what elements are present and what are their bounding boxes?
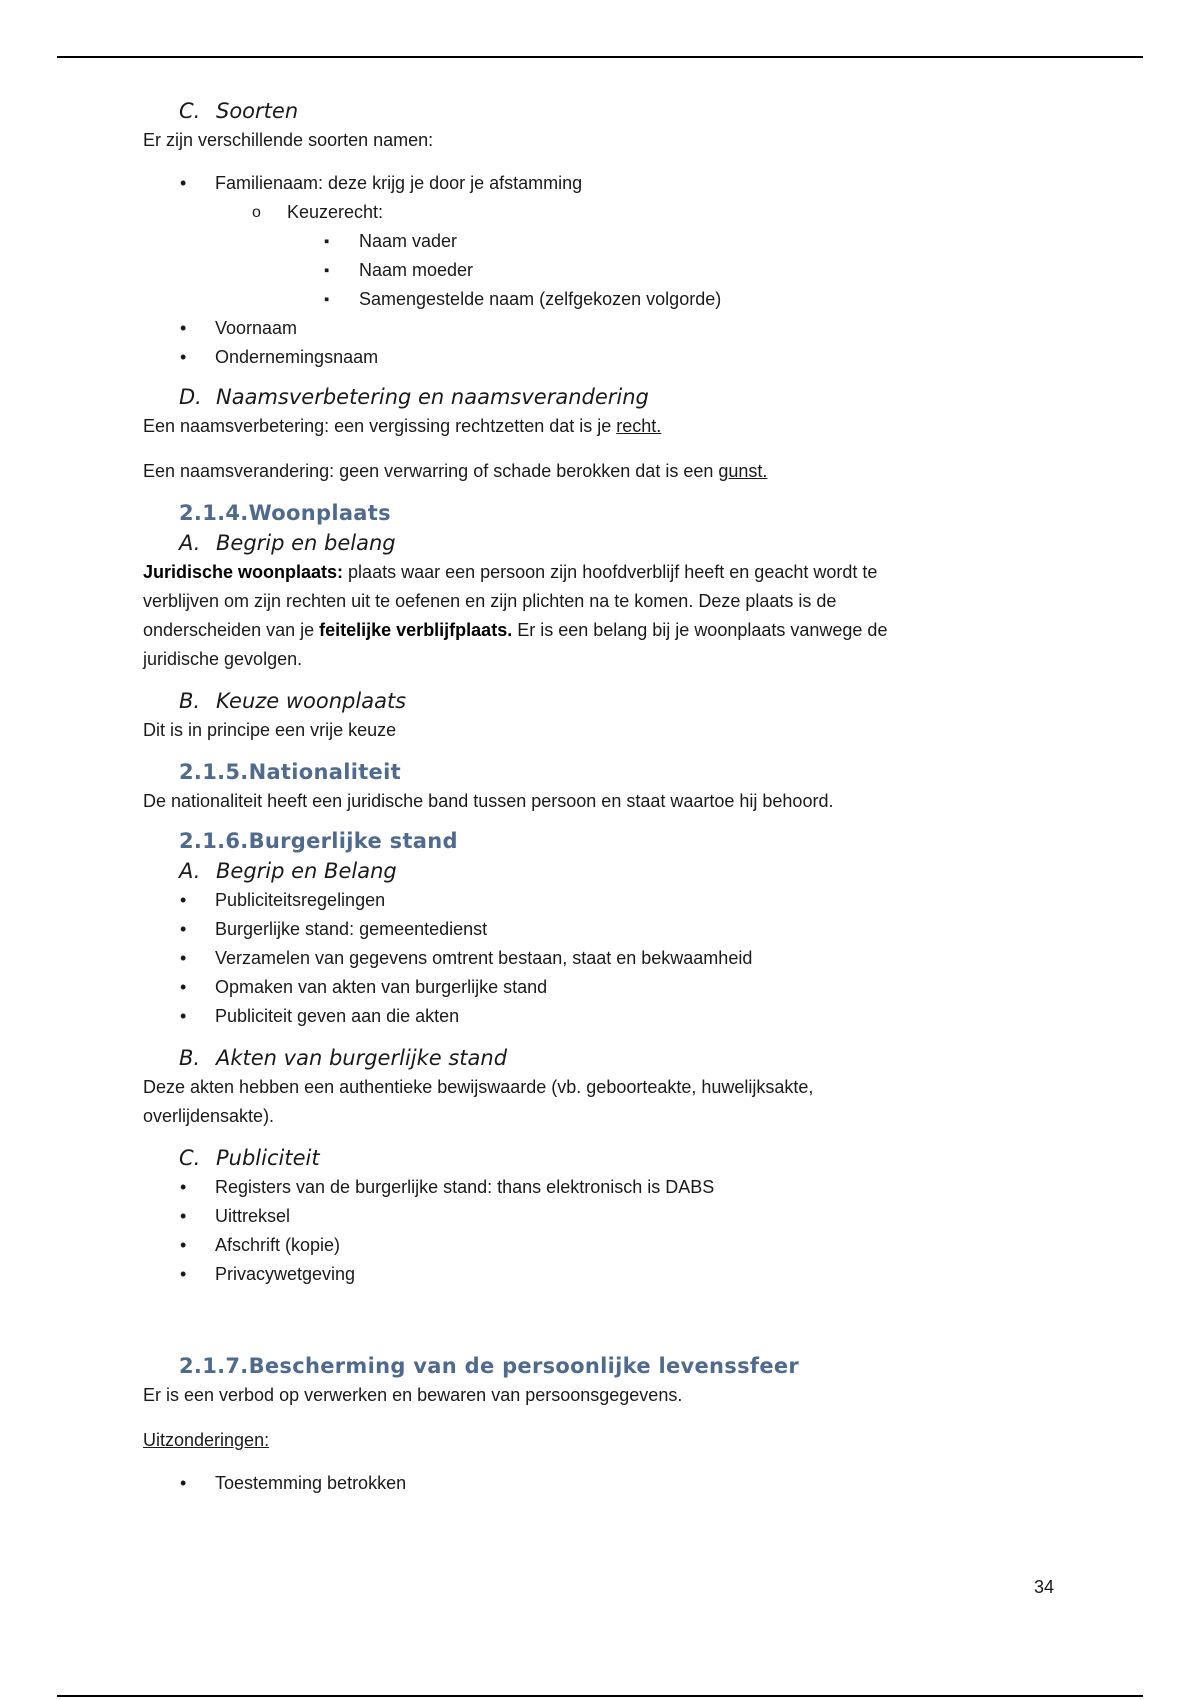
subheading-begrip-en-belang: A. Begrip en Belang xyxy=(179,859,397,883)
page-number: 34 xyxy=(1034,1577,1055,1597)
bescherming-text: Er is een verbod op verwerken en bewaren van persoonsgegevens. xyxy=(143,1385,683,1405)
list-item: • Afschrift (kopie) xyxy=(143,1231,1023,1260)
akten-text: Deze akten hebben een authentieke bewijswaarde (vb. geboorteakte, huwelijksakte, overlijdensakte). xyxy=(143,1077,814,1126)
list-item: o Keuzerecht: xyxy=(143,198,1023,227)
keuze-woonplaats-text: Dit is in principe een vrije keuze xyxy=(143,720,397,740)
list-item: • Voornaam xyxy=(143,314,1023,343)
document-body xyxy=(143,96,1023,1498)
list-item: ▪ Samengestelde naam (zelfgekozen volgorde) xyxy=(143,285,1023,314)
subheading-naamsverbetering: D. Naamsverbetering en naamsverandering xyxy=(179,385,649,409)
list-item: ▪ Naam vader xyxy=(143,227,1023,256)
list-item: • Ondernemingsnaam xyxy=(143,343,1023,372)
subheading-publiciteit: C. Publiciteit xyxy=(179,1146,320,1170)
list-item: • Publiciteitsregelingen xyxy=(143,886,1023,915)
naamsverandering-text: Een naamsverandering: geen verwarring of schade berokken dat is een gunst. xyxy=(143,461,768,481)
list-item: • Toestemming betrokken xyxy=(143,1469,1023,1498)
nationaliteit-text: De nationaliteit heeft een juridische band tussen persoon en staat waartoe hij behoord. xyxy=(143,791,834,811)
section-heading-burgerlijke-stand: 2.1.6.Burgerlijke stand xyxy=(179,829,458,853)
subheading-soorten: C. Soorten xyxy=(179,99,299,123)
publiciteit-list xyxy=(143,1173,1023,1289)
section-heading-bescherming: 2.1.7.Bescherming van de persoonlijke levenssfeer xyxy=(179,1354,800,1378)
subheading-akten: B. Akten van burgerlijke stand xyxy=(179,1046,508,1070)
list-item: • Uittreksel xyxy=(143,1202,1023,1231)
list-item: • Familienaam: deze krijg je door je afstamming xyxy=(143,169,1023,198)
naamsverbetering-text: Een naamsverbetering: een vergissing rechtzetten dat is je recht. xyxy=(143,416,662,436)
uitzonderingen-list xyxy=(143,1469,1023,1498)
list-item: ▪ Naam moeder xyxy=(143,256,1023,285)
list-item: • Privacywetgeving xyxy=(143,1260,1023,1289)
list-item: • Verzamelen van gegevens omtrent bestaan, staat en bekwaamheid xyxy=(143,944,1023,973)
header-rule xyxy=(57,56,1143,58)
uitzonderingen-label: Uitzonderingen: xyxy=(143,1430,270,1450)
list-item: • Publiciteit geven aan die akten xyxy=(143,1002,1023,1031)
begrip-list xyxy=(143,886,1023,1031)
footer-rule xyxy=(57,1695,1143,1697)
section-heading-nationaliteit: 2.1.5.Nationaliteit xyxy=(179,760,401,784)
list-item: • Opmaken van akten van burgerlijke stand xyxy=(143,973,1023,1002)
subheading-keuze-woonplaats: B. Keuze woonplaats xyxy=(179,689,407,713)
list-item: • Registers van de burgerlijke stand: thans elektronisch is DABS xyxy=(143,1173,1023,1202)
soorten-list xyxy=(143,169,1023,372)
list-item: • Burgerlijke stand: gemeentedienst xyxy=(143,915,1023,944)
subheading-begrip-belang: A. Begrip en belang xyxy=(179,531,396,555)
woonplaats-paragraph: Juridische woonplaats: plaats waar een persoon zijn hoofdverblijf heeft en geacht wordt te verblijven om zijn rechten uit te oefenen en zijn plichten na te komen. Deze plaats is de onderscheiden van je feitelijke verblijfplaats. Er is een belang bij je woonplaats vanwege de juridische gevolgen. xyxy=(143,562,888,669)
section-heading-woonplaats: 2.1.4.Woonplaats xyxy=(179,501,391,525)
soorten-intro: Er zijn verschillende soorten namen: xyxy=(143,130,434,150)
